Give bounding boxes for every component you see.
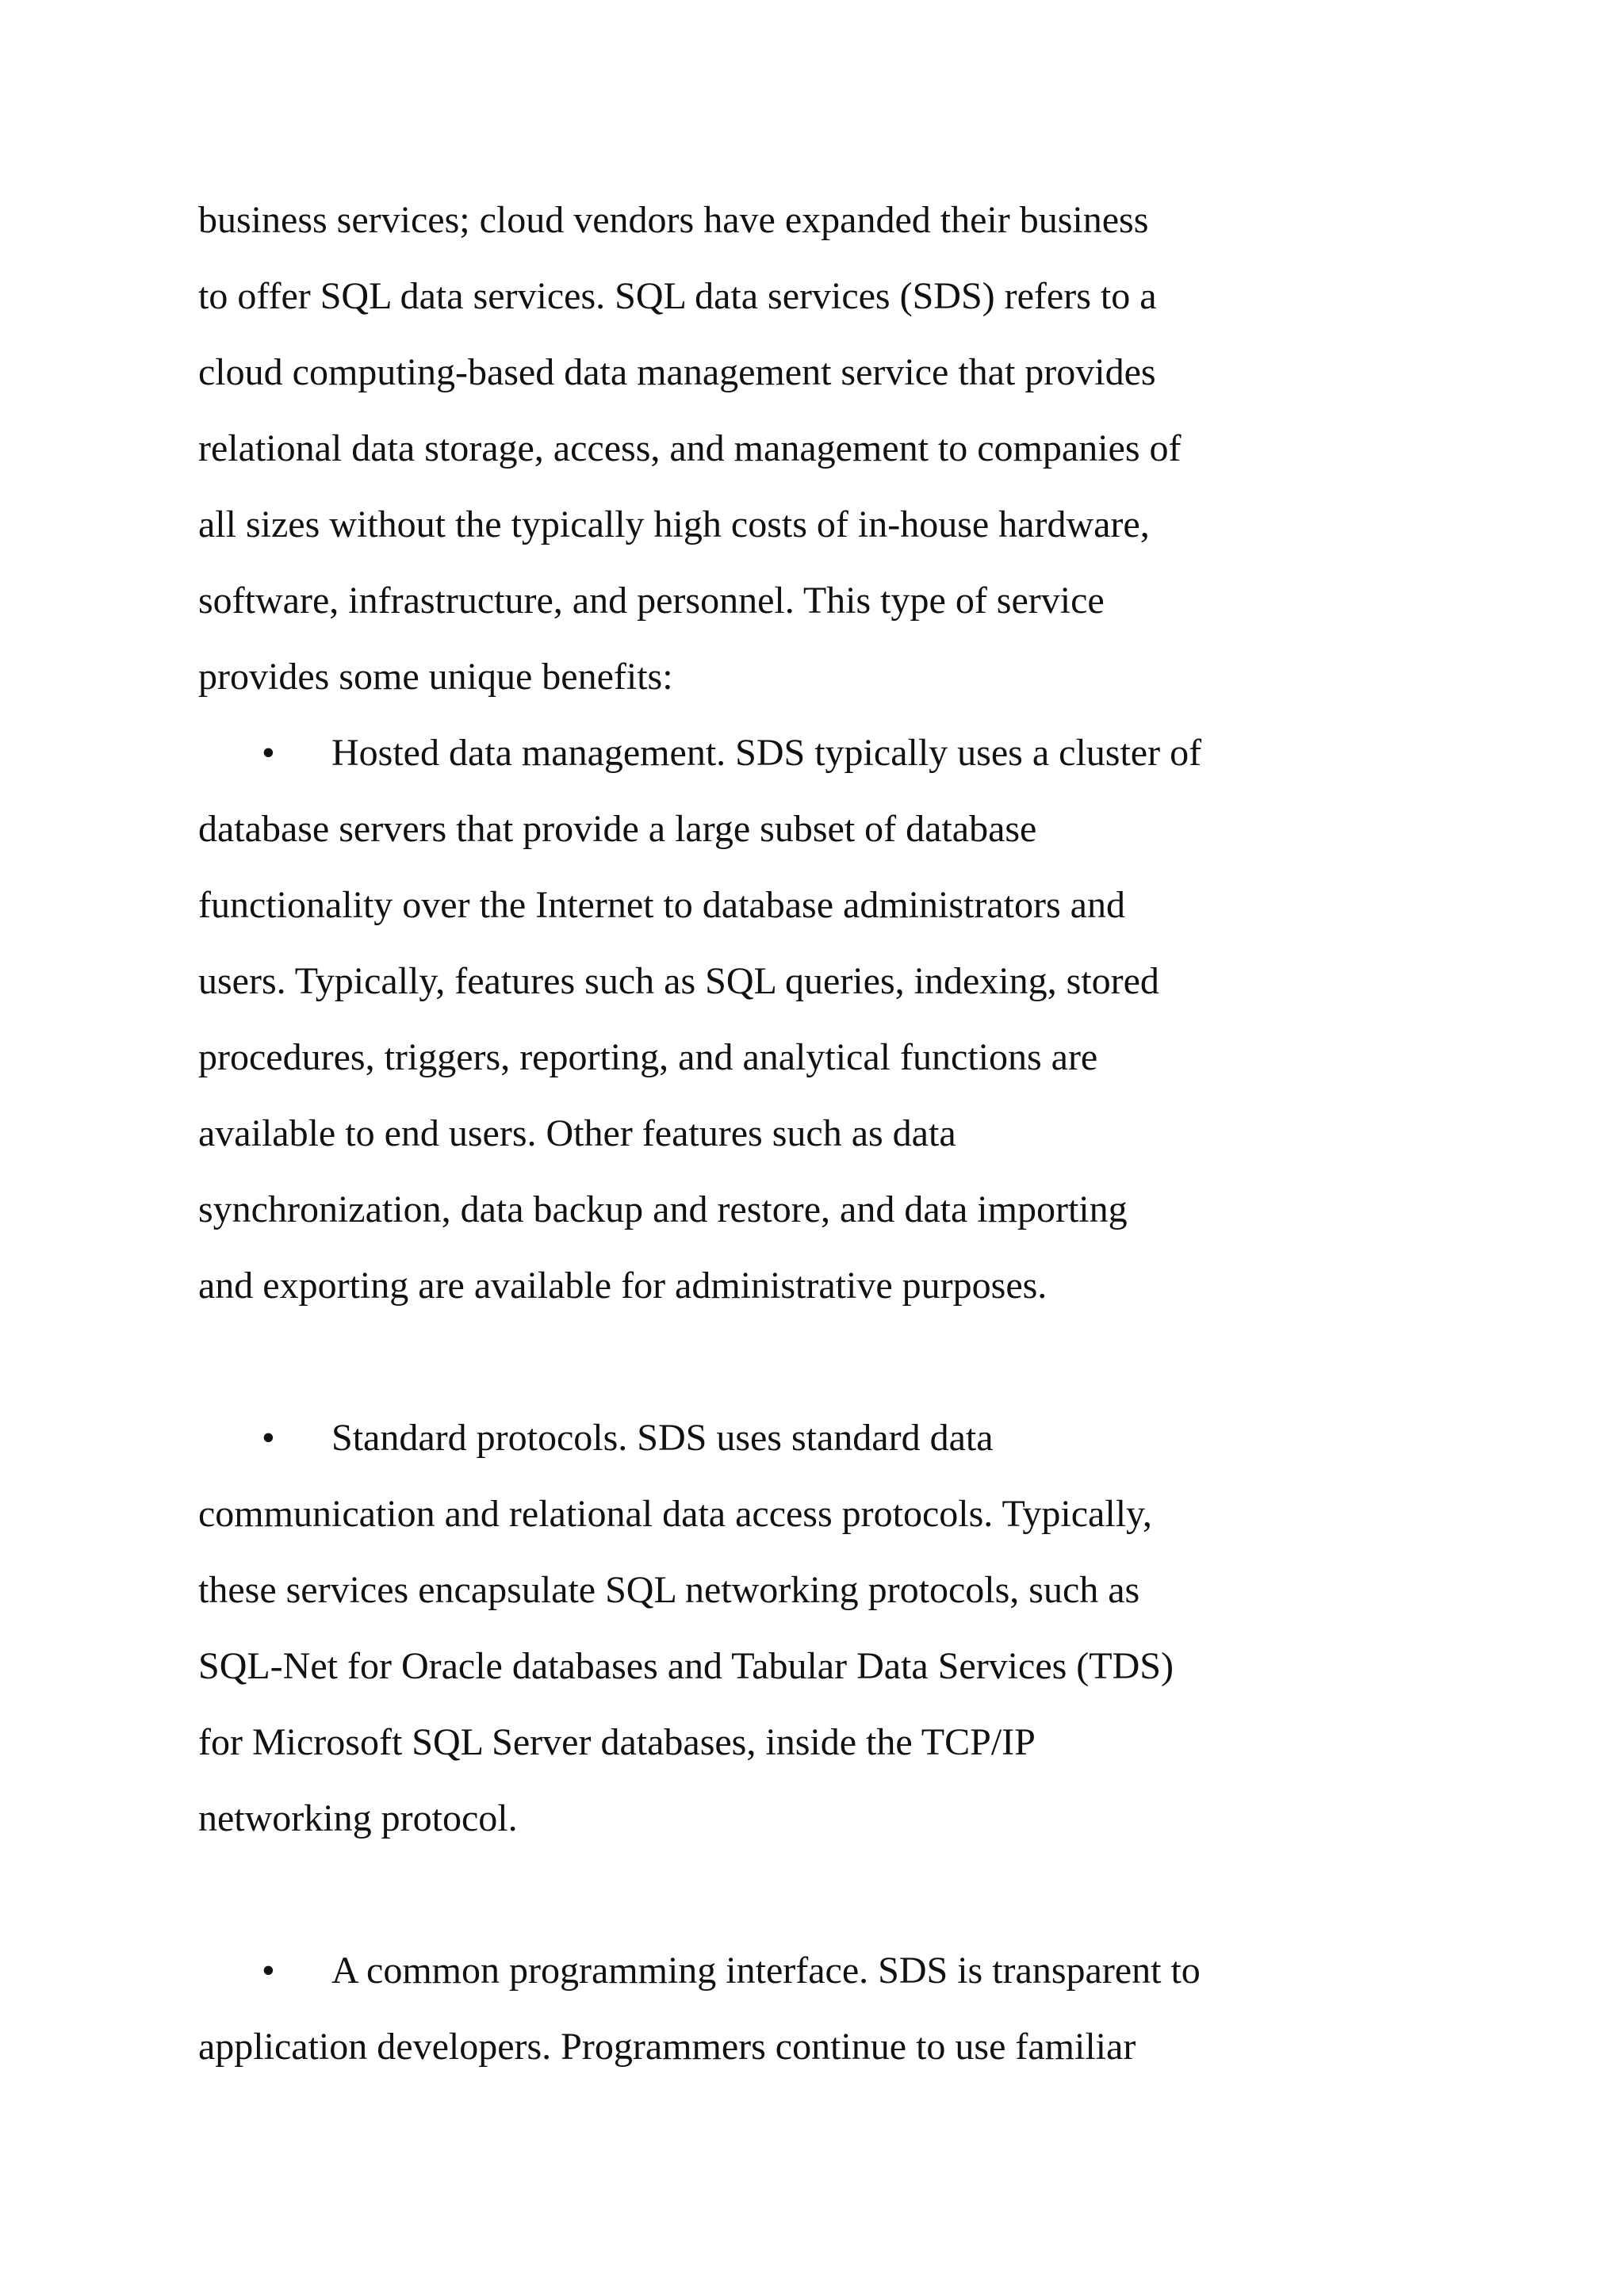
bullet-3-first-line: A common programming interface. SDS is transparent to [331, 1950, 1201, 1992]
intro-line-7: provides some unique benefits: [198, 656, 673, 698]
bullet-1-line-6: available to end users. Other features such as data [198, 1112, 956, 1154]
bullet-1-marker: • [262, 732, 275, 774]
bullet-1-line-7: synchronization, data backup and restore, and data importing [198, 1188, 1128, 1230]
bullet-1-line-8: and exporting are available for administrative purposes. [198, 1265, 1048, 1307]
bullet-2-line-3: these services encapsulate SQL networking protocols, such as [198, 1569, 1140, 1611]
bullet-1-line-2: database servers that provide a large subset of database [198, 808, 1037, 850]
intro-line-2: to offer SQL data services. SQL data services (SDS) refers to a [198, 275, 1157, 317]
intro-line-6: software, infrastructure, and personnel. This type of service [198, 580, 1105, 622]
bullet-1-line-5: procedures, triggers, reporting, and analytical functions are [198, 1036, 1098, 1078]
bullet-1-line-4: users. Typically, features such as SQL queries, indexing, stored [198, 960, 1159, 1002]
bullet-1-first-line: Hosted data management. SDS typically uses a cluster of [331, 732, 1202, 774]
intro-line-3: cloud computing-based data management service that provides [198, 351, 1156, 393]
bullet-2-line-2: communication and relational data access protocols. Typically, [198, 1493, 1152, 1535]
bullet-2-line-4: SQL-Net for Oracle databases and Tabular Data Services (TDS) [198, 1645, 1174, 1687]
intro-line-4: relational data storage, access, and management to companies of [198, 427, 1182, 469]
intro-line-5: all sizes without the typically high costs of in-house hardware, [198, 503, 1150, 545]
bullet-2-line-5: for Microsoft SQL Server databases, inside the TCP/IP [198, 1721, 1036, 1763]
bullet-2-line-6: networking protocol. [198, 1797, 518, 1839]
bullet-3-marker: • [262, 1950, 275, 1992]
bullet-1-line-3: functionality over the Internet to database administrators and [198, 884, 1125, 926]
bullet-2-first-line: Standard protocols. SDS uses standard data [331, 1417, 994, 1459]
intro-line-1: business services; cloud vendors have expanded their business [198, 199, 1149, 241]
bullet-3-line-2: application developers. Programmers continue to use familiar [198, 2026, 1136, 2068]
bullet-2-marker: • [262, 1417, 275, 1459]
